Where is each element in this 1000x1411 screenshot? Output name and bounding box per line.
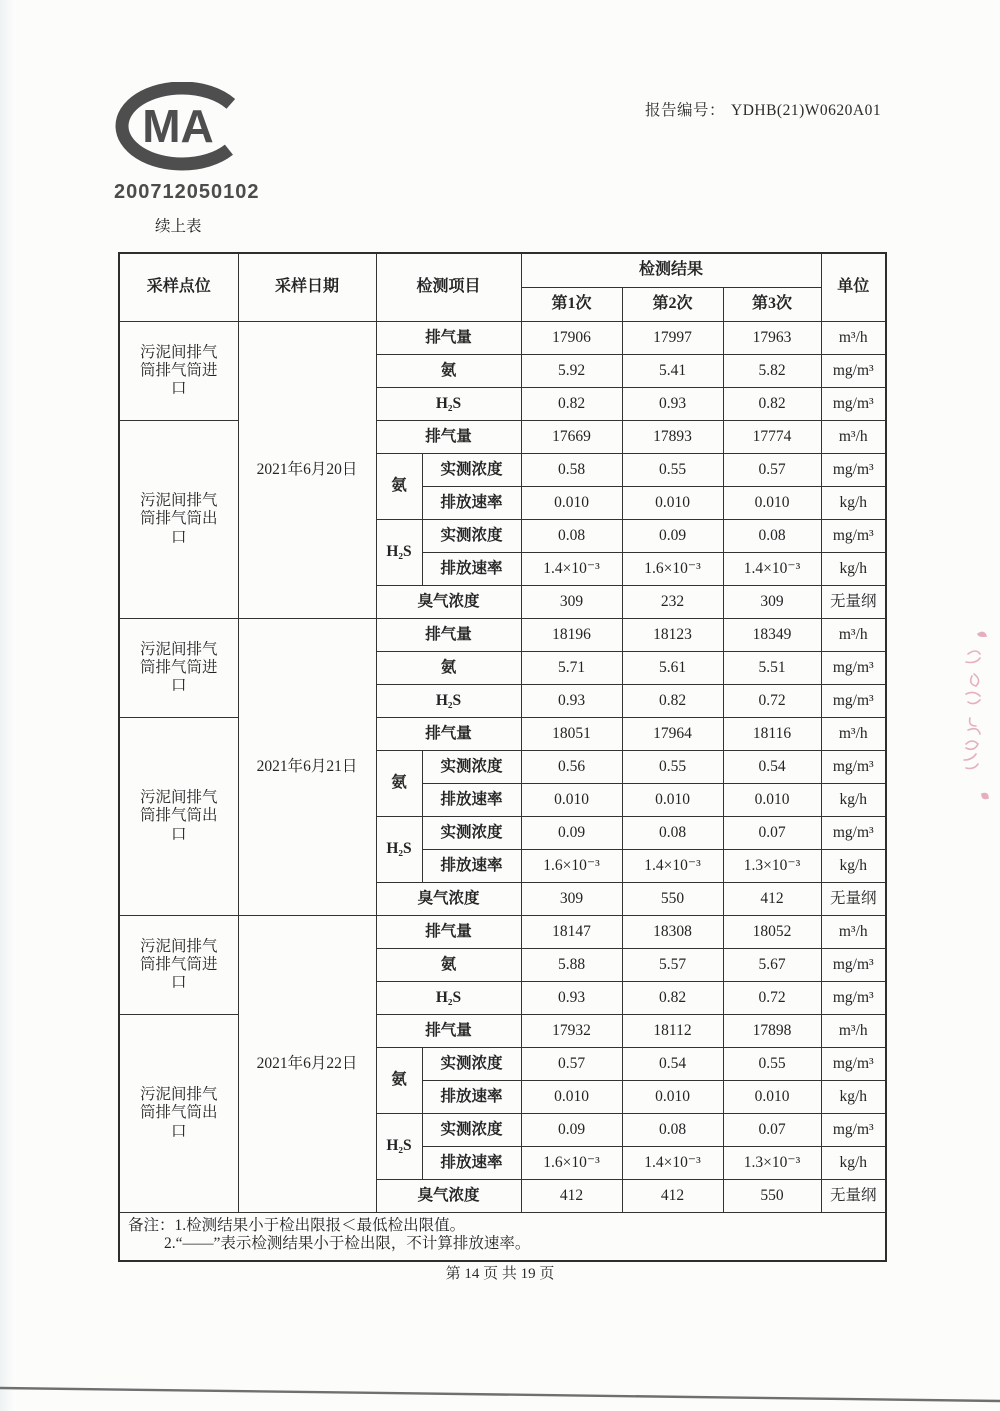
- result-value: 309: [521, 586, 622, 619]
- item-sub-label: 排放速率: [422, 487, 521, 520]
- scan-edge-tint: [0, 0, 14, 1411]
- item-sub-label: 排放速率: [422, 1147, 521, 1180]
- header-run-3: 第3次: [723, 288, 821, 322]
- result-value: 17898: [723, 1015, 821, 1048]
- result-value: 17932: [521, 1015, 622, 1048]
- item-sub-label: 排放速率: [422, 553, 521, 586]
- result-value: 412: [521, 1180, 622, 1213]
- unit-label: 无量纲: [821, 883, 886, 916]
- result-value: 5.71: [521, 652, 622, 685]
- result-value: 18116: [723, 718, 821, 751]
- result-value: 0.010: [521, 784, 622, 817]
- sampling-point-inlet: 污泥间排气筒排气筒进口: [119, 619, 238, 718]
- sampling-point-outlet: 污泥间排气筒排气筒出口: [119, 718, 238, 916]
- unit-label: mg/m³: [821, 1114, 886, 1147]
- cma-letters: MA: [142, 100, 214, 152]
- handwritten-annotation: [938, 628, 996, 804]
- page-number: 第 14 页 共 19 页: [445, 1266, 555, 1282]
- header-test-result: 检测结果: [521, 253, 821, 288]
- item-label: 排气量: [376, 421, 521, 454]
- result-value: 1.3×10⁻³: [723, 850, 821, 883]
- result-value: 5.82: [723, 355, 821, 388]
- table-header: [119, 253, 886, 322]
- item-group-label: 氨: [376, 454, 422, 520]
- unit-label: mg/m³: [821, 454, 886, 487]
- unit-label: m³/h: [821, 1015, 886, 1048]
- result-value: 1.4×10⁻³: [622, 1147, 723, 1180]
- item-group-label: H₂S: [376, 520, 422, 586]
- result-value: 17774: [723, 421, 821, 454]
- result-value: 1.6×10⁻³: [521, 850, 622, 883]
- result-value: 0.82: [622, 685, 723, 718]
- result-value: 5.88: [521, 949, 622, 982]
- result-value: 0.08: [723, 520, 821, 553]
- unit-label: mg/m³: [821, 982, 886, 1015]
- result-value: 1.4×10⁻³: [521, 553, 622, 586]
- item-label: 排气量: [376, 619, 521, 652]
- result-value: 0.07: [723, 817, 821, 850]
- result-value: 5.41: [622, 355, 723, 388]
- result-value: 0.72: [723, 982, 821, 1015]
- item-label: 排气量: [376, 1015, 521, 1048]
- unit-label: mg/m³: [821, 1048, 886, 1081]
- result-value: 0.55: [622, 454, 723, 487]
- item-label: 臭气浓度: [376, 586, 521, 619]
- report-number-label: 报告编号：: [645, 102, 726, 119]
- item-group-label: H₂S: [376, 817, 422, 883]
- result-value: 232: [622, 586, 723, 619]
- item-sub-label: 实测浓度: [422, 1114, 521, 1147]
- item-group-label: 氨: [376, 751, 422, 817]
- item-label: 排气量: [376, 916, 521, 949]
- sampling-point-outlet: 污泥间排气筒排气筒出口: [119, 421, 238, 619]
- result-value: 0.55: [723, 1048, 821, 1081]
- unit-label: kg/h: [821, 1147, 886, 1180]
- result-value: 0.54: [723, 751, 821, 784]
- table-row: [119, 1015, 886, 1048]
- item-sub-label: 实测浓度: [422, 520, 521, 553]
- item-sub-label: 排放速率: [422, 784, 521, 817]
- result-value: 309: [521, 883, 622, 916]
- result-value: 0.08: [622, 1114, 723, 1147]
- unit-label: kg/h: [821, 553, 886, 586]
- result-value: 0.55: [622, 751, 723, 784]
- table-row: [119, 718, 886, 751]
- result-value: 17906: [521, 322, 622, 355]
- item-group-label: 氨: [376, 1048, 422, 1114]
- cma-stamp: [112, 82, 262, 204]
- result-value: 0.82: [723, 388, 821, 421]
- result-value: 0.93: [521, 685, 622, 718]
- result-value: 18051: [521, 718, 622, 751]
- results-table-container: [118, 252, 885, 1262]
- unit-label: kg/h: [821, 1081, 886, 1114]
- item-sub-label: 实测浓度: [422, 817, 521, 850]
- result-value: 0.010: [723, 487, 821, 520]
- unit-label: mg/m³: [821, 817, 886, 850]
- item-sub-label: 实测浓度: [422, 751, 521, 784]
- header-sampling-date: 采样日期: [238, 253, 376, 322]
- unit-label: kg/h: [821, 850, 886, 883]
- result-value: 1.4×10⁻³: [723, 553, 821, 586]
- result-value: 309: [723, 586, 821, 619]
- result-value: 17963: [723, 322, 821, 355]
- sampling-date: 2021年6月21日: [238, 619, 376, 916]
- result-value: 18112: [622, 1015, 723, 1048]
- result-value: 0.72: [723, 685, 821, 718]
- unit-label: mg/m³: [821, 388, 886, 421]
- result-value: 18196: [521, 619, 622, 652]
- result-value: 0.82: [521, 388, 622, 421]
- result-value: 0.09: [521, 817, 622, 850]
- unit-label: m³/h: [821, 322, 886, 355]
- result-value: 17997: [622, 322, 723, 355]
- result-value: 17669: [521, 421, 622, 454]
- results-table: [118, 252, 887, 1262]
- result-value: 0.57: [723, 454, 821, 487]
- sampling-date: 2021年6月20日: [238, 322, 376, 619]
- item-label: 氨: [376, 355, 521, 388]
- result-value: 0.09: [521, 1114, 622, 1147]
- item-sub-label: 排放速率: [422, 1081, 521, 1114]
- item-label: 氨: [376, 949, 521, 982]
- sampling-point-inlet: 污泥间排气筒排气筒进口: [119, 322, 238, 421]
- item-sub-label: 排放速率: [422, 850, 521, 883]
- result-value: 1.3×10⁻³: [723, 1147, 821, 1180]
- unit-label: mg/m³: [821, 355, 886, 388]
- report-number-line: [645, 98, 881, 120]
- result-value: 0.010: [723, 784, 821, 817]
- result-value: 5.57: [622, 949, 723, 982]
- notes: [119, 1213, 886, 1261]
- unit-label: mg/m³: [821, 685, 886, 718]
- header-run-2: 第2次: [622, 288, 723, 322]
- result-value: 0.010: [622, 784, 723, 817]
- result-value: 0.82: [622, 982, 723, 1015]
- result-value: 0.58: [521, 454, 622, 487]
- result-value: 5.67: [723, 949, 821, 982]
- unit-label: mg/m³: [821, 949, 886, 982]
- item-label: H₂S: [376, 982, 521, 1015]
- result-value: 0.93: [622, 388, 723, 421]
- header-sampling-point: 采样点位: [119, 253, 238, 322]
- report-number-value: YDHB(21)W0620A01: [731, 102, 882, 119]
- unit-label: mg/m³: [821, 652, 886, 685]
- result-value: 5.61: [622, 652, 723, 685]
- result-value: 5.51: [723, 652, 821, 685]
- item-sub-label: 实测浓度: [422, 1048, 521, 1081]
- header-run-1: 第1次: [521, 288, 622, 322]
- result-value: 0.54: [622, 1048, 723, 1081]
- result-value: 0.010: [622, 487, 723, 520]
- result-value: 0.57: [521, 1048, 622, 1081]
- result-value: 18147: [521, 916, 622, 949]
- unit-label: 无量纲: [821, 586, 886, 619]
- result-value: 1.6×10⁻³: [521, 1147, 622, 1180]
- result-value: 18123: [622, 619, 723, 652]
- header-test-item: 检测项目: [376, 253, 521, 322]
- unit-label: mg/m³: [821, 520, 886, 553]
- result-value: 1.4×10⁻³: [622, 850, 723, 883]
- result-value: 0.010: [622, 1081, 723, 1114]
- result-value: 0.09: [622, 520, 723, 553]
- item-label: 排气量: [376, 718, 521, 751]
- unit-label: m³/h: [821, 421, 886, 454]
- unit-label: m³/h: [821, 619, 886, 652]
- note-line-2: 2.“——”表示检测结果小于检出限，不计算排放速率。: [164, 1235, 531, 1253]
- table-row: [119, 916, 886, 949]
- unit-label: m³/h: [821, 916, 886, 949]
- result-value: 0.010: [521, 487, 622, 520]
- item-label: 臭气浓度: [376, 883, 521, 916]
- result-value: 412: [723, 883, 821, 916]
- cma-logo-icon: [112, 82, 262, 174]
- table-row: [119, 322, 886, 355]
- result-value: 0.010: [521, 1081, 622, 1114]
- result-value: 17893: [622, 421, 723, 454]
- header-unit: 单位: [821, 253, 886, 322]
- result-value: 17964: [622, 718, 723, 751]
- item-label: H₂S: [376, 685, 521, 718]
- result-value: 0.010: [723, 1081, 821, 1114]
- unit-label: kg/h: [821, 487, 886, 520]
- result-value: 0.08: [521, 520, 622, 553]
- sampling-date: 2021年6月22日: [238, 916, 376, 1213]
- item-label: H₂S: [376, 388, 521, 421]
- result-value: 0.08: [622, 817, 723, 850]
- result-value: 18349: [723, 619, 821, 652]
- result-value: 0.93: [521, 982, 622, 1015]
- sampling-point-outlet: 污泥间排气筒排气筒出口: [119, 1015, 238, 1213]
- item-group-label: H₂S: [376, 1114, 422, 1180]
- result-value: 0.56: [521, 751, 622, 784]
- result-value: 412: [622, 1180, 723, 1213]
- cma-certificate-number: 200712050102: [114, 181, 260, 203]
- result-value: 18308: [622, 916, 723, 949]
- unit-label: 无量纲: [821, 1180, 886, 1213]
- header-row-1: [119, 253, 886, 288]
- result-value: 0.07: [723, 1114, 821, 1147]
- continued-table-note: 续上表: [155, 218, 202, 235]
- note-line-1: 备注：1.检测结果小于检出限报＜最低检出限值。: [128, 1217, 466, 1234]
- item-label: 排气量: [376, 322, 521, 355]
- notes-row: [119, 1213, 886, 1261]
- table-row: [119, 421, 886, 454]
- unit-label: kg/h: [821, 784, 886, 817]
- result-value: 550: [622, 883, 723, 916]
- result-value: 550: [723, 1180, 821, 1213]
- item-sub-label: 实测浓度: [422, 454, 521, 487]
- unit-label: m³/h: [821, 718, 886, 751]
- result-value: 18052: [723, 916, 821, 949]
- unit-label: mg/m³: [821, 751, 886, 784]
- result-value: 1.6×10⁻³: [622, 553, 723, 586]
- result-value: 5.92: [521, 355, 622, 388]
- table-body: [119, 322, 886, 1261]
- table-row: [119, 619, 886, 652]
- item-label: 臭气浓度: [376, 1180, 521, 1213]
- sampling-point-inlet: 污泥间排气筒排气筒进口: [119, 916, 238, 1015]
- item-label: 氨: [376, 652, 521, 685]
